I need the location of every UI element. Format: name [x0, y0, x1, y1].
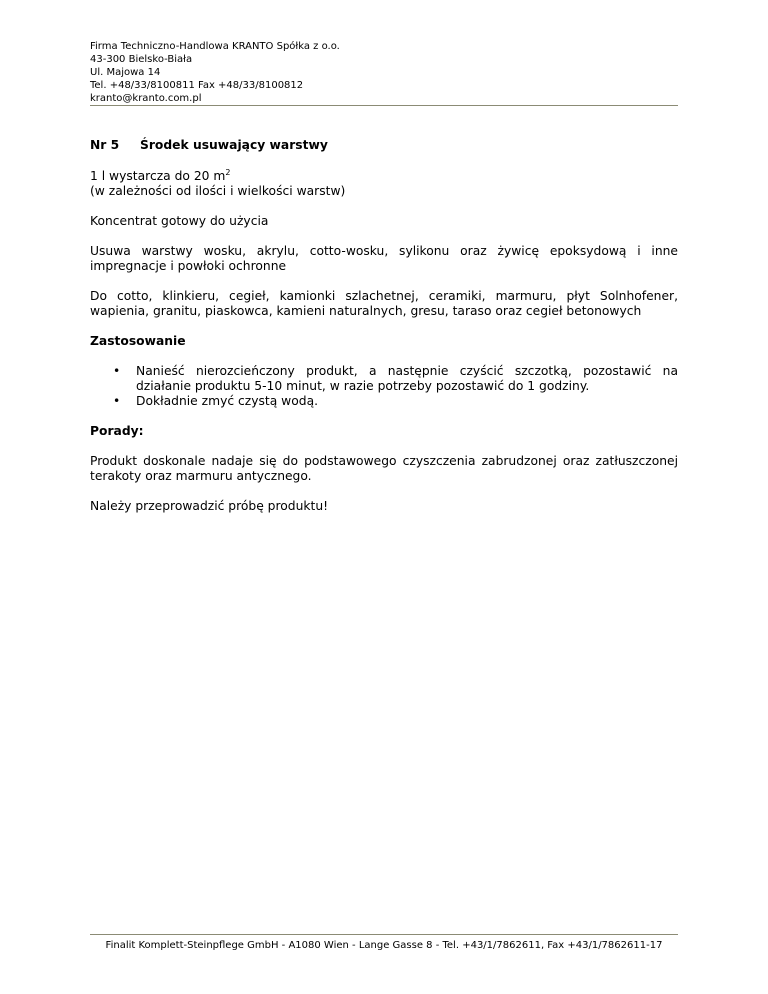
letterhead	[90, 40, 678, 105]
list-item	[90, 364, 678, 394]
company-phone-fax: Tel. +48/33/8100811 Fax +48/33/8100812	[90, 80, 304, 91]
coverage-text: 1 l wystarcza do 20 m	[90, 169, 226, 183]
list-item-text: Nanieść nierozcieńczony produkt, a następnie czyścić szczotką, pozostawić na działanie produktu 5-10 minut, w razie potrzeby pozostawić do 1 godziny.	[136, 364, 678, 393]
product-name: Środek usuwający warstwy	[140, 138, 328, 152]
footer-text: Finalit Komplett-Steinpflege GmbH - A1080 Wien - Lange Gasse 8 - Tel. +43/1/7862611, Fax +43/1/7862611-17	[105, 940, 663, 951]
coverage-line	[90, 169, 678, 184]
removes-paragraph: Usuwa warstwy wosku, akrylu, cotto-wosku, sylikonu oraz żywicę epoksydową i inne impregnacje i powłoki ochronne	[90, 244, 678, 273]
header-divider	[90, 105, 678, 106]
coverage-paragraph	[90, 169, 678, 199]
document-body	[90, 138, 678, 529]
application-list	[90, 364, 678, 409]
footer-divider	[90, 934, 678, 935]
list-item-text: Dokładnie zmyć czystą wodą.	[136, 394, 319, 408]
tips-heading: Porady:	[90, 424, 144, 438]
bullet-icon: •	[113, 364, 121, 378]
coverage-note: (w zależności od ilości i wielkości warstw)	[90, 184, 346, 198]
concentrate-paragraph: Koncentrat gotowy do użycia	[90, 214, 269, 228]
product-number: Nr 5	[90, 138, 120, 152]
tips-paragraph: Produkt doskonale nadaje się do podstawowego czyszczenia zabrudzonej oraz zatłuszczonej terakoty oraz marmuru antycznego.	[90, 454, 678, 483]
list-item	[90, 394, 678, 409]
application-heading: Zastosowanie	[90, 334, 186, 348]
bullet-icon: •	[113, 394, 121, 408]
company-street: Ul. Majowa 14	[90, 67, 161, 78]
test-note-paragraph: Należy przeprowadzić próbę produktu!	[90, 499, 329, 513]
product-title	[90, 138, 678, 153]
company-name: Firma Techniczno-Handlowa KRANTO Spółka z o.o.	[90, 41, 340, 52]
company-email: kranto@kranto.com.pl	[90, 93, 202, 104]
suitable-for-paragraph: Do cotto, klinkieru, cegieł, kamionki szlachetnej, ceramiki, marmuru, płyt Solnhofener, wapienia, granitu, piaskowca, kamieni naturalnych, gresu, taraso oraz cegieł betonowych	[90, 289, 678, 318]
coverage-superscript: 2	[225, 168, 231, 177]
company-postal-city: 43-300 Bielsko-Biała	[90, 54, 193, 65]
